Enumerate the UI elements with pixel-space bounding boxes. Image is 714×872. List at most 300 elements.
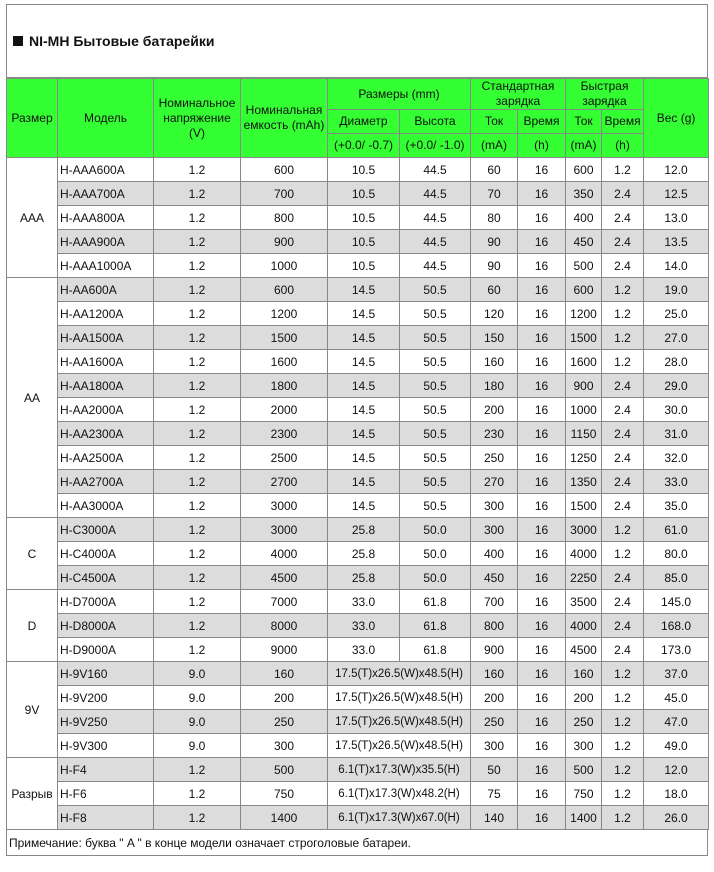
weight-cell: 30.0 [644,398,709,422]
capacity-cell: 9000 [241,638,328,662]
weight-cell: 27.0 [644,326,709,350]
fast-time-cell: 2.4 [602,374,644,398]
table-row [7,566,709,590]
header-capacity: Номинальная емкость (mAh) [241,79,328,158]
table-row [7,374,709,398]
voltage-cell: 1.2 [154,470,241,494]
height-cell: 44.5 [400,182,471,206]
weight-cell: 19.0 [644,278,709,302]
height-cell: 61.8 [400,590,471,614]
capacity-cell: 500 [241,758,328,782]
dimensions-cell: 6.1(T)x17.3(W)x67.0(H) [328,806,471,830]
capacity-cell: 3000 [241,494,328,518]
std-current-cell: 250 [471,710,518,734]
weight-cell: 168.0 [644,614,709,638]
model-cell: H-9V160 [58,662,154,686]
fast-time-cell: 1.2 [602,326,644,350]
weight-cell: 37.0 [644,662,709,686]
diameter-cell: 33.0 [328,614,400,638]
fast-current-cell: 1200 [566,302,602,326]
height-cell: 50.5 [400,470,471,494]
diameter-cell: 14.5 [328,494,400,518]
std-current-cell: 70 [471,182,518,206]
weight-cell: 28.0 [644,350,709,374]
table-row [7,182,709,206]
weight-cell: 29.0 [644,374,709,398]
header-diameter: Диаметр [328,110,400,134]
table-row [7,470,709,494]
fast-current-cell: 1500 [566,326,602,350]
weight-cell: 145.0 [644,590,709,614]
fast-time-cell: 1.2 [602,518,644,542]
fast-time-cell: 1.2 [602,758,644,782]
voltage-cell: 1.2 [154,638,241,662]
std-current-cell: 300 [471,734,518,758]
page-title: NI-MH Бытовые батарейки [29,33,215,49]
diameter-cell: 10.5 [328,254,400,278]
table-row [7,254,709,278]
diameter-cell: 10.5 [328,206,400,230]
std-time-cell: 16 [518,446,566,470]
std-current-cell: 80 [471,206,518,230]
header-fast-time: Время [602,110,644,134]
model-cell: H-AAA600A [58,158,154,182]
height-cell: 44.5 [400,158,471,182]
table-row [7,230,709,254]
dimensions-cell: 6.1(T)x17.3(W)x48.2(H) [328,782,471,806]
model-cell: H-AA2000A [58,398,154,422]
fast-current-cell: 900 [566,374,602,398]
header-weight: Вес (g) [644,79,709,158]
table-row [7,590,709,614]
fast-current-cell: 4500 [566,638,602,662]
std-time-cell: 16 [518,686,566,710]
fast-time-cell: 1.2 [602,278,644,302]
voltage-cell: 1.2 [154,278,241,302]
table-row [7,710,709,734]
fast-time-cell: 2.4 [602,446,644,470]
spec-sheet [6,4,708,856]
capacity-cell: 160 [241,662,328,686]
size-cell: 9V [7,662,58,758]
fast-current-cell: 1350 [566,470,602,494]
capacity-cell: 2300 [241,422,328,446]
voltage-cell: 1.2 [154,422,241,446]
table-row [7,206,709,230]
std-time-cell: 16 [518,566,566,590]
model-cell: H-D9000A [58,638,154,662]
model-cell: H-AA1500A [58,326,154,350]
header-dimensions: Размеры (mm) [328,79,471,110]
fast-current-cell: 600 [566,158,602,182]
diameter-cell: 10.5 [328,182,400,206]
model-cell: H-AAA900A [58,230,154,254]
fast-current-cell: 3000 [566,518,602,542]
std-time-cell: 16 [518,590,566,614]
model-cell: H-F4 [58,758,154,782]
weight-cell: 45.0 [644,686,709,710]
voltage-cell: 9.0 [154,662,241,686]
height-cell: 50.5 [400,374,471,398]
voltage-cell: 1.2 [154,182,241,206]
diameter-cell: 14.5 [328,326,400,350]
diameter-cell: 14.5 [328,470,400,494]
fast-time-cell: 1.2 [602,734,644,758]
height-cell: 50.5 [400,302,471,326]
diameter-cell: 14.5 [328,422,400,446]
fast-current-cell: 1600 [566,350,602,374]
std-current-cell: 200 [471,686,518,710]
fast-current-cell: 350 [566,182,602,206]
fast-time-cell: 1.2 [602,806,644,830]
footnote: Примечание: буква " A " в конце модели означает строголовые батареи. [6,830,708,856]
std-current-cell: 160 [471,350,518,374]
std-current-cell: 75 [471,782,518,806]
std-current-cell: 150 [471,326,518,350]
std-time-cell: 16 [518,470,566,494]
capacity-cell: 700 [241,182,328,206]
model-cell: H-C4500A [58,566,154,590]
fast-current-cell: 500 [566,254,602,278]
capacity-cell: 3000 [241,518,328,542]
std-current-cell: 180 [471,374,518,398]
table-row [7,494,709,518]
voltage-cell: 1.2 [154,374,241,398]
height-cell: 50.5 [400,278,471,302]
std-time-cell: 16 [518,398,566,422]
fast-time-cell: 1.2 [602,302,644,326]
fast-current-cell: 160 [566,662,602,686]
size-cell: C [7,518,58,590]
model-cell: H-AA2300A [58,422,154,446]
std-time-cell: 16 [518,782,566,806]
capacity-cell: 4500 [241,566,328,590]
voltage-cell: 1.2 [154,398,241,422]
fast-current-cell: 750 [566,782,602,806]
size-cell: AAA [7,158,58,278]
voltage-cell: 1.2 [154,614,241,638]
header-std-time-unit: (h) [518,134,566,158]
fast-time-cell: 1.2 [602,782,644,806]
weight-cell: 31.0 [644,422,709,446]
std-current-cell: 50 [471,758,518,782]
model-cell: H-C4000A [58,542,154,566]
voltage-cell: 1.2 [154,806,241,830]
battery-spec-table [6,78,709,830]
header-voltage: Номинальное напряжение (V) [154,79,241,158]
height-cell: 44.5 [400,206,471,230]
header-fast-charge: Быстрая зарядка [566,79,644,110]
header-fast-time-unit: (h) [602,134,644,158]
diameter-cell: 33.0 [328,638,400,662]
weight-cell: 173.0 [644,638,709,662]
std-current-cell: 270 [471,470,518,494]
height-cell: 50.0 [400,542,471,566]
capacity-cell: 2500 [241,446,328,470]
table-row [7,758,709,782]
fast-current-cell: 1500 [566,494,602,518]
diameter-cell: 14.5 [328,350,400,374]
header-fast-current-unit: (mA) [566,134,602,158]
model-cell: H-AA3000A [58,494,154,518]
weight-cell: 12.0 [644,758,709,782]
dimensions-cell: 17.5(T)x26.5(W)x48.5(H) [328,662,471,686]
height-cell: 44.5 [400,230,471,254]
std-time-cell: 16 [518,350,566,374]
std-time-cell: 16 [518,206,566,230]
std-current-cell: 300 [471,518,518,542]
height-cell: 50.5 [400,494,471,518]
fast-time-cell: 1.2 [602,542,644,566]
capacity-cell: 250 [241,710,328,734]
voltage-cell: 1.2 [154,206,241,230]
fast-time-cell: 2.4 [602,398,644,422]
table-row [7,734,709,758]
weight-cell: 33.0 [644,470,709,494]
header-model: Модель [58,79,154,158]
std-time-cell: 16 [518,518,566,542]
table-row [7,782,709,806]
dimensions-cell: 6.1(T)x17.3(W)x35.5(H) [328,758,471,782]
header-std-current: Ток [471,110,518,134]
model-cell: H-AAA1000A [58,254,154,278]
dimensions-cell: 17.5(T)x26.5(W)x48.5(H) [328,686,471,710]
fast-time-cell: 2.4 [602,494,644,518]
weight-cell: 61.0 [644,518,709,542]
fast-current-cell: 1400 [566,806,602,830]
table-row [7,518,709,542]
fast-current-cell: 4000 [566,614,602,638]
std-time-cell: 16 [518,374,566,398]
table-row [7,542,709,566]
fast-time-cell: 2.4 [602,182,644,206]
capacity-cell: 600 [241,278,328,302]
capacity-cell: 7000 [241,590,328,614]
capacity-cell: 750 [241,782,328,806]
height-cell: 50.0 [400,566,471,590]
size-cell: Разрыв [7,758,58,830]
capacity-cell: 2000 [241,398,328,422]
diameter-cell: 33.0 [328,590,400,614]
capacity-cell: 1600 [241,350,328,374]
height-cell: 61.8 [400,614,471,638]
model-cell: H-D8000A [58,614,154,638]
weight-cell: 14.0 [644,254,709,278]
model-cell: H-9V200 [58,686,154,710]
table-row [7,806,709,830]
fast-time-cell: 1.2 [602,686,644,710]
weight-cell: 13.5 [644,230,709,254]
table-row [7,638,709,662]
std-current-cell: 900 [471,638,518,662]
std-time-cell: 16 [518,302,566,326]
fast-current-cell: 2250 [566,566,602,590]
voltage-cell: 1.2 [154,590,241,614]
height-cell: 61.8 [400,638,471,662]
height-cell: 50.0 [400,518,471,542]
std-time-cell: 16 [518,758,566,782]
capacity-cell: 1000 [241,254,328,278]
header-std-time: Время [518,110,566,134]
std-time-cell: 16 [518,158,566,182]
std-time-cell: 16 [518,422,566,446]
std-time-cell: 16 [518,278,566,302]
voltage-cell: 9.0 [154,686,241,710]
fast-time-cell: 2.4 [602,422,644,446]
voltage-cell: 1.2 [154,326,241,350]
fast-time-cell: 2.4 [602,638,644,662]
square-bullet-icon [13,36,23,46]
voltage-cell: 1.2 [154,782,241,806]
model-cell: H-AA2700A [58,470,154,494]
table-row [7,422,709,446]
std-current-cell: 450 [471,566,518,590]
fast-time-cell: 2.4 [602,230,644,254]
std-current-cell: 200 [471,398,518,422]
fast-time-cell: 2.4 [602,590,644,614]
header-size: Размер [7,79,58,158]
diameter-cell: 14.5 [328,302,400,326]
height-cell: 50.5 [400,350,471,374]
fast-time-cell: 2.4 [602,470,644,494]
diameter-cell: 10.5 [328,230,400,254]
height-cell: 50.5 [400,326,471,350]
std-current-cell: 250 [471,446,518,470]
fast-current-cell: 4000 [566,542,602,566]
height-cell: 50.5 [400,398,471,422]
table-row [7,350,709,374]
fast-time-cell: 2.4 [602,566,644,590]
capacity-cell: 8000 [241,614,328,638]
std-current-cell: 300 [471,494,518,518]
model-cell: H-9V250 [58,710,154,734]
std-time-cell: 16 [518,326,566,350]
std-time-cell: 16 [518,662,566,686]
capacity-cell: 900 [241,230,328,254]
voltage-cell: 1.2 [154,350,241,374]
weight-cell: 12.5 [644,182,709,206]
std-time-cell: 16 [518,230,566,254]
std-current-cell: 800 [471,614,518,638]
size-cell: D [7,590,58,662]
header-diameter-tolerance: (+0.0/ -0.7) [328,134,400,158]
model-cell: H-F6 [58,782,154,806]
diameter-cell: 25.8 [328,566,400,590]
std-time-cell: 16 [518,494,566,518]
table-row [7,662,709,686]
capacity-cell: 600 [241,158,328,182]
voltage-cell: 1.2 [154,158,241,182]
fast-time-cell: 1.2 [602,662,644,686]
table-row [7,614,709,638]
fast-current-cell: 400 [566,206,602,230]
height-cell: 50.5 [400,422,471,446]
capacity-cell: 1200 [241,302,328,326]
voltage-cell: 1.2 [154,254,241,278]
fast-time-cell: 1.2 [602,158,644,182]
size-cell: AA [7,278,58,518]
weight-cell: 26.0 [644,806,709,830]
fast-current-cell: 250 [566,710,602,734]
std-current-cell: 60 [471,158,518,182]
std-current-cell: 140 [471,806,518,830]
capacity-cell: 4000 [241,542,328,566]
weight-cell: 85.0 [644,566,709,590]
table-row [7,278,709,302]
model-cell: H-AA1200A [58,302,154,326]
header-standard-charge: Стандартная зарядка [471,79,566,110]
voltage-cell: 9.0 [154,710,241,734]
diameter-cell: 25.8 [328,542,400,566]
weight-cell: 49.0 [644,734,709,758]
diameter-cell: 14.5 [328,278,400,302]
voltage-cell: 1.2 [154,302,241,326]
weight-cell: 32.0 [644,446,709,470]
diameter-cell: 10.5 [328,158,400,182]
weight-cell: 12.0 [644,158,709,182]
model-cell: H-AAA800A [58,206,154,230]
std-time-cell: 16 [518,542,566,566]
fast-current-cell: 3500 [566,590,602,614]
fast-current-cell: 450 [566,230,602,254]
table-row [7,446,709,470]
std-current-cell: 700 [471,590,518,614]
voltage-cell: 1.2 [154,518,241,542]
std-current-cell: 400 [471,542,518,566]
fast-current-cell: 500 [566,758,602,782]
capacity-cell: 200 [241,686,328,710]
fast-time-cell: 1.2 [602,350,644,374]
header-height-tolerance: (+0.0/ -1.0) [400,134,471,158]
height-cell: 50.5 [400,446,471,470]
voltage-cell: 1.2 [154,230,241,254]
diameter-cell: 14.5 [328,374,400,398]
voltage-cell: 9.0 [154,734,241,758]
table-body [7,158,709,830]
capacity-cell: 1400 [241,806,328,830]
std-time-cell: 16 [518,182,566,206]
fast-time-cell: 2.4 [602,206,644,230]
dimensions-cell: 17.5(T)x26.5(W)x48.5(H) [328,710,471,734]
capacity-cell: 800 [241,206,328,230]
std-time-cell: 16 [518,734,566,758]
voltage-cell: 1.2 [154,542,241,566]
std-current-cell: 60 [471,278,518,302]
header-height: Высота [400,110,471,134]
fast-time-cell: 2.4 [602,254,644,278]
fast-current-cell: 1150 [566,422,602,446]
model-cell: H-F8 [58,806,154,830]
std-time-cell: 16 [518,710,566,734]
std-current-cell: 90 [471,230,518,254]
voltage-cell: 1.2 [154,494,241,518]
fast-current-cell: 1250 [566,446,602,470]
diameter-cell: 14.5 [328,446,400,470]
weight-cell: 13.0 [644,206,709,230]
std-time-cell: 16 [518,614,566,638]
fast-current-cell: 600 [566,278,602,302]
weight-cell: 47.0 [644,710,709,734]
model-cell: H-C3000A [58,518,154,542]
weight-cell: 18.0 [644,782,709,806]
height-cell: 44.5 [400,254,471,278]
capacity-cell: 1800 [241,374,328,398]
dimensions-cell: 17.5(T)x26.5(W)x48.5(H) [328,734,471,758]
table-row [7,158,709,182]
model-cell: H-AAA700A [58,182,154,206]
fast-time-cell: 1.2 [602,710,644,734]
model-cell: H-AA600A [58,278,154,302]
